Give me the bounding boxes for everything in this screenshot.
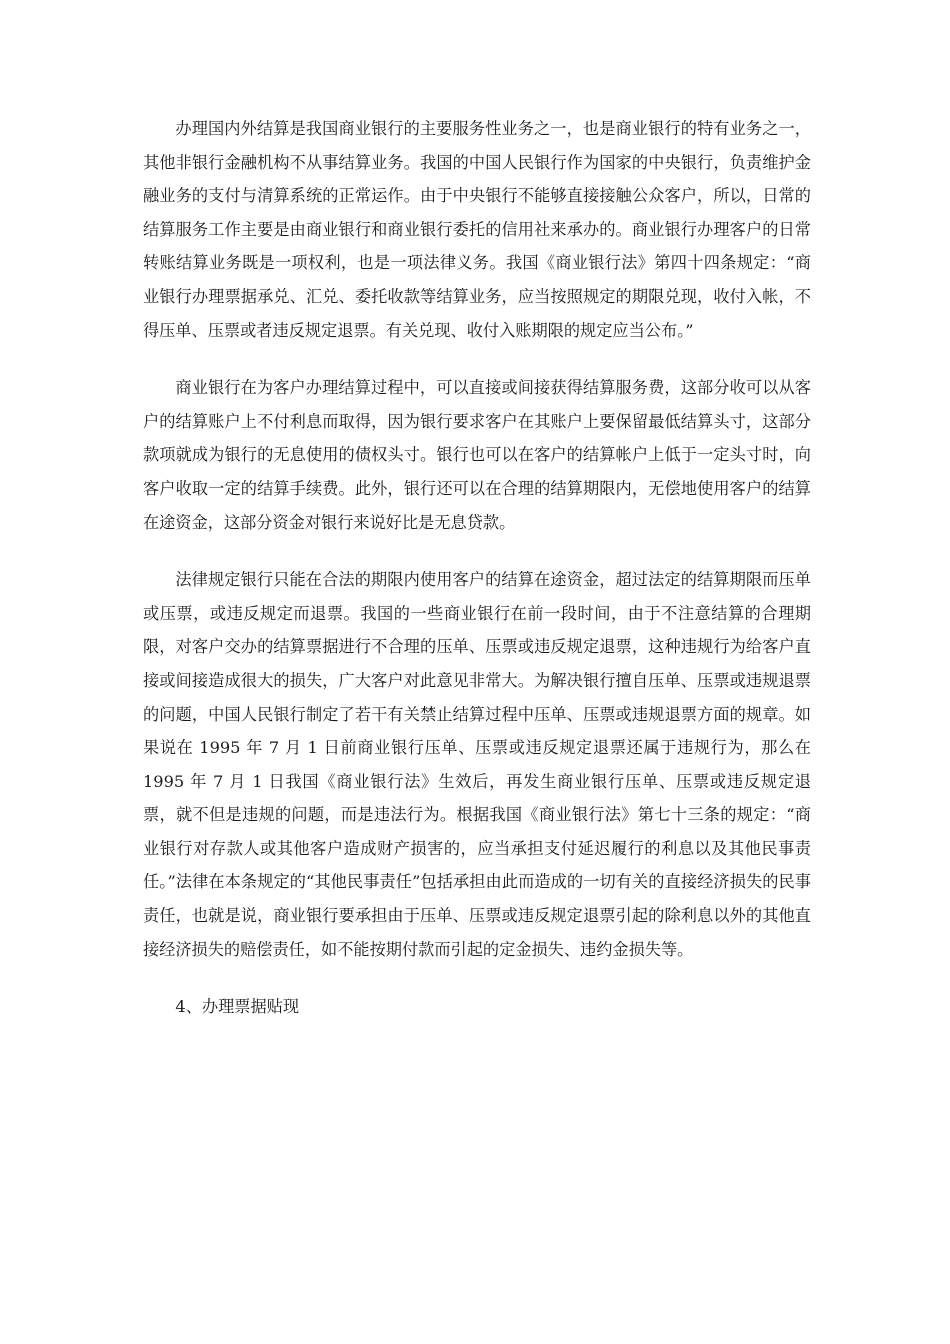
paragraph-legal-liability: 法律规定银行只能在合法的期限内使用客户的结算在途资金，超过法定的结算期限而压单或压票，或违反规定而退票。我国的一些商业银行在前一段时间，由于不注意结算的合理期限，对客户交办的结算票据进行不合理的压单、压票或违反规定退票，这种违规行为给客户直接或间接造成很大的损失，广大客户对此意见非常大。为解决银行擅自压单、压票或违规退票的问题，中国人民银行制定了若干有关禁止结算过程中压单、压票或违规退票方面的规章。如果说在 1995 年 7 月 1 日前商业银行压单、压票或违反规定退票还属于违规行为，那么在 1995 年 7 月 1 日我国《商业银行法》生效后，再发生商业银行压单、压票或违反规定退票，就不但是违规的问题，而是违法行为。根据我国《商业银行法》第七十三条的规定：“商业银行对存款人或其他客户造成财产损害的，应当承担支付延迟履行的利息以及其他民事责任。”法律在本条规定的“其他民事责任”包括承担由此而造成的一切有关的直接经济损失的民事责任，也就是说，商业银行要承担由于压单、压票或违反规定退票引起的除利息以外的其他直接经济损失的赔偿责任，如不能按期付款而引起的定金损失、违约金损失等。 <box>143 570 811 959</box>
section-heading-bill-discount: 4、办理票据贴现 <box>175 997 300 1017</box>
document-body <box>143 112 811 1024</box>
paragraph-settlement-business: 办理国内外结算是我国商业银行的主要服务性业务之一，也是商业银行的特有业务之一，其他非银行金融机构不从事结算业务。我国的中国人民银行作为国家的中央银行，负责维护金融业务的支付与清算系统的正常运作。由于中央银行不能够直接接触公众客户，所以，日常的结算服务工作主要是由商业银行和商业银行委托的信用社来承办的。商业银行办理客户的日常转账结算业务既是一项权利，也是一项法律义务。我国《商业银行法》第四十四条规定：“商业银行办理票据承兑、汇兑、委托收款等结算业务，应当按照规定的期限兑现，收付入帐，不得压单、压票或者违反规定退票。有关兑现、收付入账期限的规定应当公布。” <box>143 119 811 340</box>
paragraph-settlement-fees: 商业银行在为客户办理结算过程中，可以直接或间接获得结算服务费，这部分收可以从客户的结算账户上不付利息而取得，因为银行要求客户在其账户上要保留最低结算头寸，这部分款项就成为银行的无息使用的债权头寸。银行也可以在客户的结算帐户上低于一定头寸时，向客户收取一定的结算手续费。此外，银行还可以在合理的结算期限内，无偿地使用客户的结算在途资金，这部分资金对银行来说好比是无息贷款。 <box>143 378 811 532</box>
